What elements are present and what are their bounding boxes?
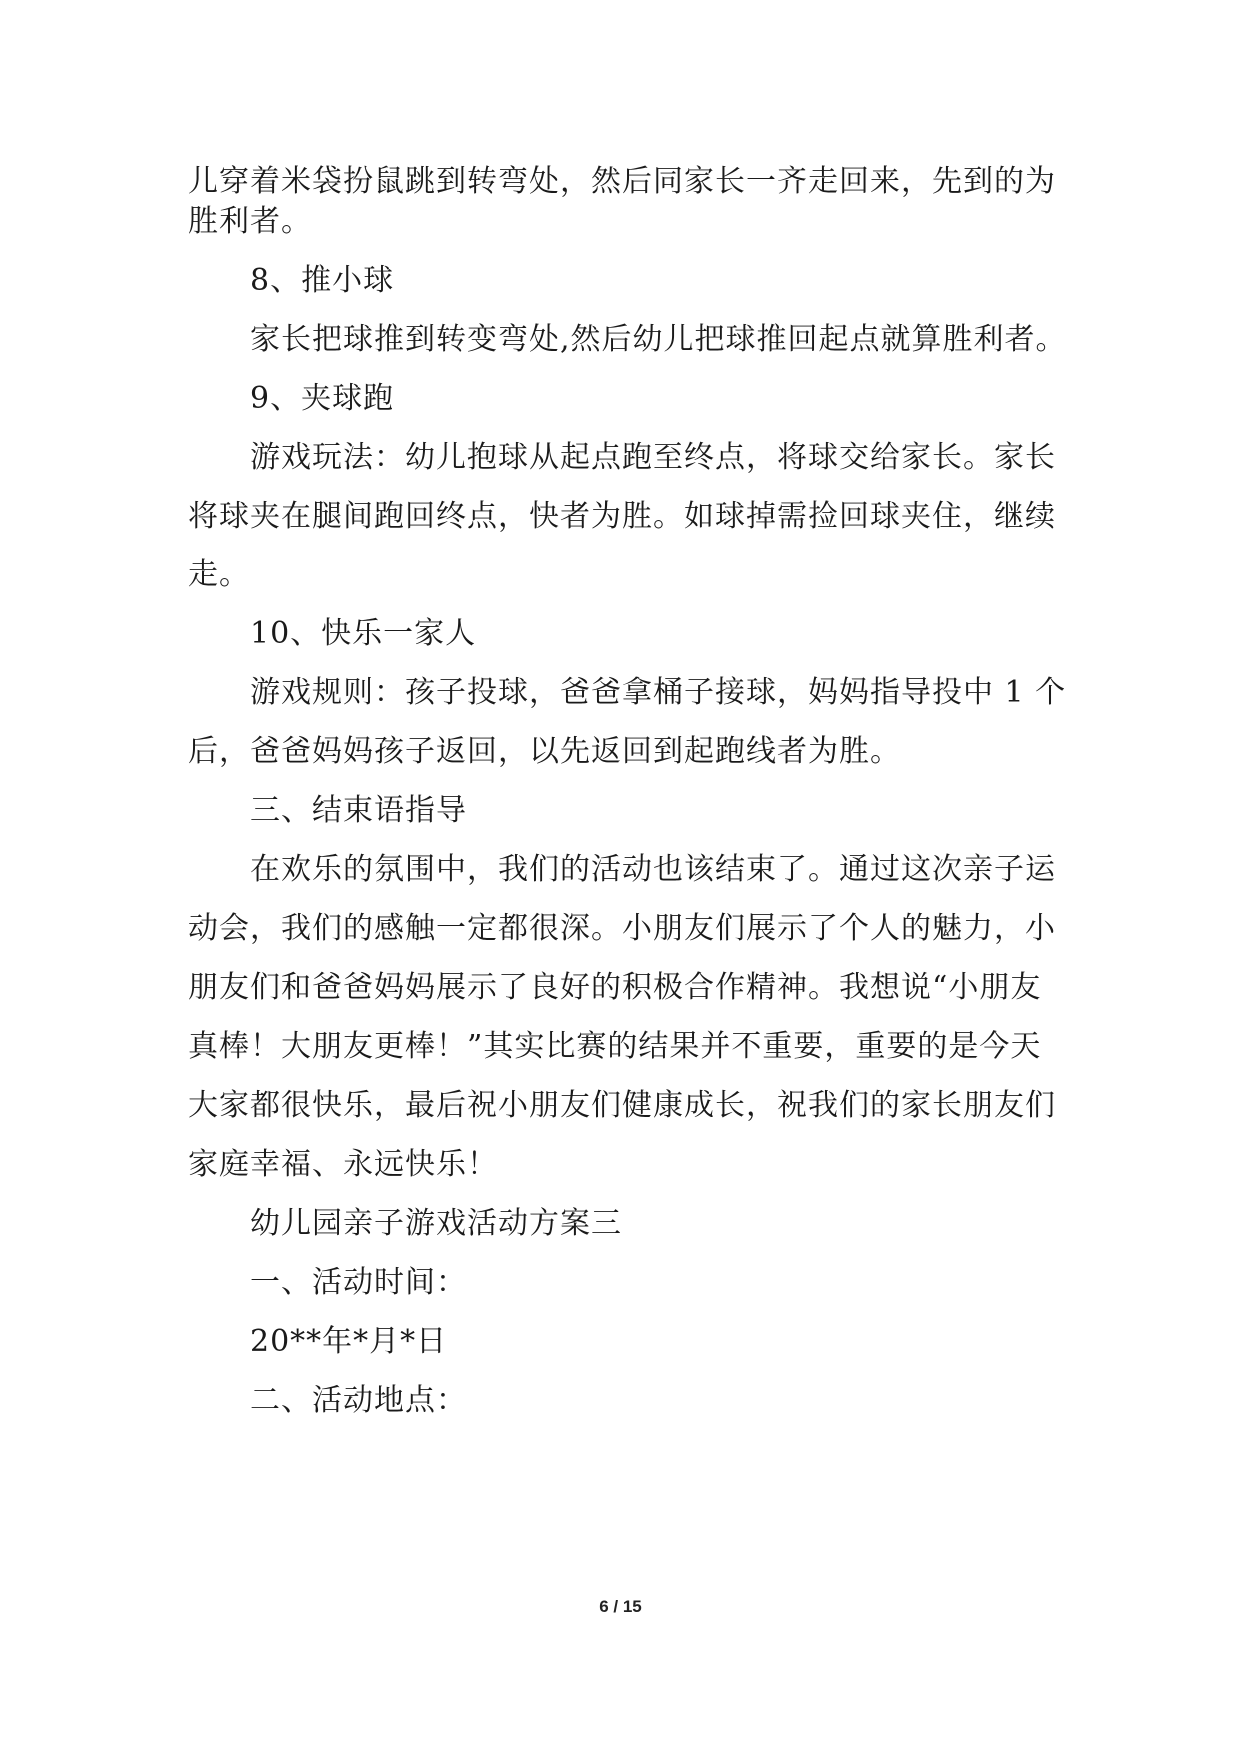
body-text-line: 朋友们和爸爸妈妈展示了良好的积极合作精神。我想说“小朋友 (188, 970, 1042, 1005)
section-heading: 二、活动地点： (250, 1383, 467, 1418)
page-number: 6 / 15 (599, 1597, 642, 1616)
body-text-line: 走。 (188, 557, 250, 592)
section-heading: 幼儿园亲子游戏活动方案三 (250, 1206, 622, 1241)
body-text-line: 大家都很快乐，最后祝小朋友们健康成长，祝我们的家长朋友们 (188, 1088, 1056, 1123)
body-text-line: 家庭幸福、永远快乐！ (188, 1147, 498, 1182)
body-text-line: 真棒！大朋友更棒！”其实比赛的结果并不重要，重要的是今天 (188, 1029, 1042, 1064)
body-text-line: 动会，我们的感触一定都很深。小朋友们展示了个人的魅力，小 (188, 911, 1056, 946)
body-text-line: 后，爸爸妈妈孩子返回，以先返回到起跑线者为胜。 (188, 734, 901, 769)
section-heading: 三、结束语指导 (250, 793, 467, 828)
body-text-line: 20**年*月*日 (250, 1324, 448, 1359)
section-heading: 8、推小球 (250, 263, 395, 298)
body-text-line: 游戏玩法：幼儿抱球从起点跑至终点，将球交给家长。家长 (250, 440, 1056, 475)
section-heading: 10、快乐一家人 (250, 616, 477, 651)
body-text-line: 游戏规则：孩子投球，爸爸拿桶子接球，妈妈指导投中 1 个 (250, 675, 1067, 710)
body-text-line: 将球夹在腿间跑回终点，快者为胜。如球掉需捡回球夹住，继续 (188, 499, 1056, 534)
body-text-line: 胜利者。 (188, 204, 312, 239)
section-heading: 9、夹球跑 (250, 381, 395, 416)
body-text-line: 儿穿着米袋扮鼠跳到转弯处，然后同家长一齐走回来，先到的为 (188, 164, 1056, 199)
body-text-line: 在欢乐的氛围中，我们的活动也该结束了。通过这次亲子运 (250, 852, 1056, 887)
section-heading: 一、活动时间： (250, 1265, 467, 1300)
body-text-line: 家长把球推到转变弯处,然后幼儿把球推回起点就算胜利者。 (250, 322, 1067, 357)
